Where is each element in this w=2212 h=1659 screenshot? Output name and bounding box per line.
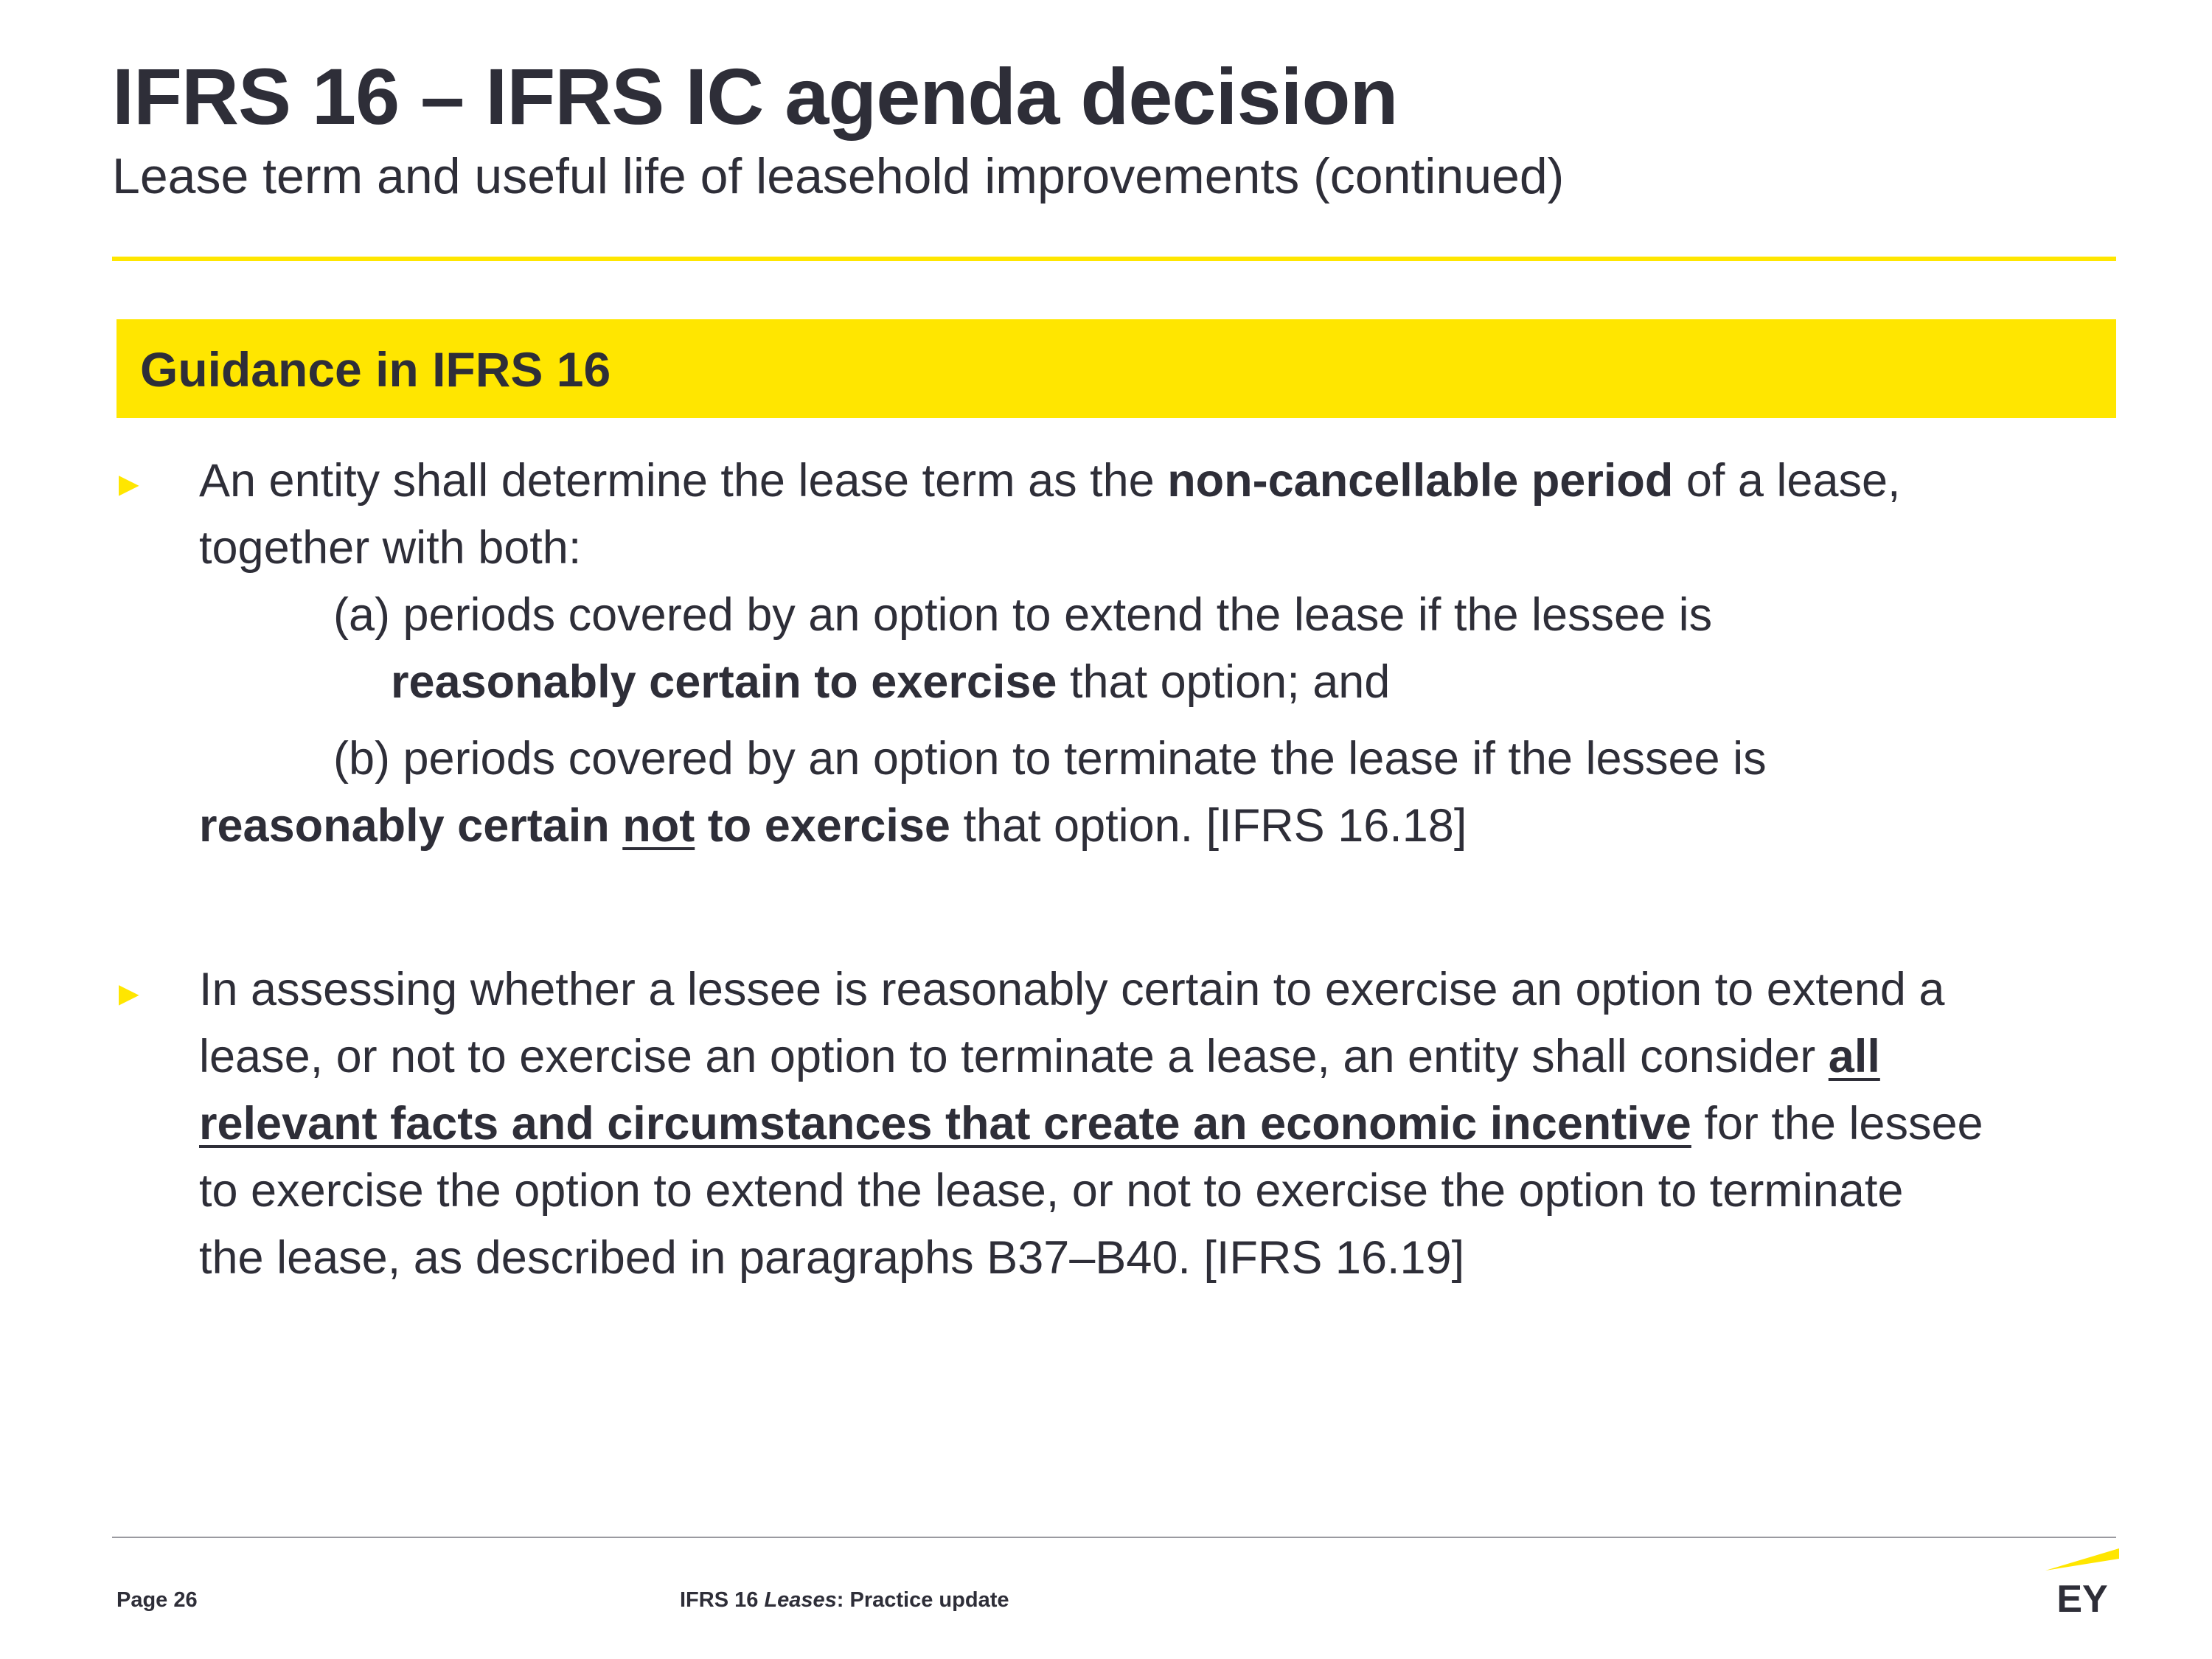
item-b-line1: (b) periods covered by an option to terminate the lease if the lessee is bbox=[333, 733, 1767, 785]
footer-divider bbox=[112, 1537, 2116, 1538]
ey-logo-icon bbox=[2045, 1548, 2119, 1615]
svg-text:EY: EY bbox=[2056, 1578, 2108, 1615]
page-title: IFRS 16 – IFRS IC agenda decision bbox=[112, 52, 1398, 141]
item-a-line2: reasonably certain to exercise that option; and bbox=[391, 656, 1391, 708]
bullet1-line2: together with both: bbox=[199, 522, 582, 574]
bullet2-line5: the lease, as described in paragraphs B37–B40. [IFRS 16.19] bbox=[199, 1232, 1465, 1284]
header-divider bbox=[112, 257, 2116, 261]
bullet-arrow-icon: ► bbox=[112, 974, 146, 1012]
footer-doc-title: IFRS 16 Leases: Practice update bbox=[680, 1588, 1009, 1612]
bullet2-line3: relevant facts and circumstances that create an economic incentive for the lessee bbox=[199, 1098, 1983, 1150]
bullet2-line4: to exercise the option to extend the lease, or not to exercise the option to terminate bbox=[199, 1165, 1904, 1217]
bullet1-line1: An entity shall determine the lease term as the non-cancellable period of a lease, bbox=[199, 455, 1901, 507]
section-heading: Guidance in IFRS 16 bbox=[140, 342, 611, 397]
bullet2-line2: lease, or not to exercise an option to terminate a lease, an entity shall consider all bbox=[199, 1031, 1880, 1082]
item-a-line1: (a) periods covered by an option to extend the lease if the lessee is bbox=[333, 589, 1713, 641]
page-subtitle: Lease term and useful life of leasehold improvements (continued) bbox=[112, 148, 1565, 204]
bullet2-line1: In assessing whether a lessee is reasonably certain to exercise an option to extend a bbox=[199, 964, 1945, 1015]
bullet-arrow-icon: ► bbox=[112, 465, 146, 503]
section-banner bbox=[116, 319, 2116, 418]
item-b-line2: reasonably certain not to exercise that option. [IFRS 16.18] bbox=[199, 800, 1467, 852]
page-number: Page 26 bbox=[116, 1588, 198, 1612]
